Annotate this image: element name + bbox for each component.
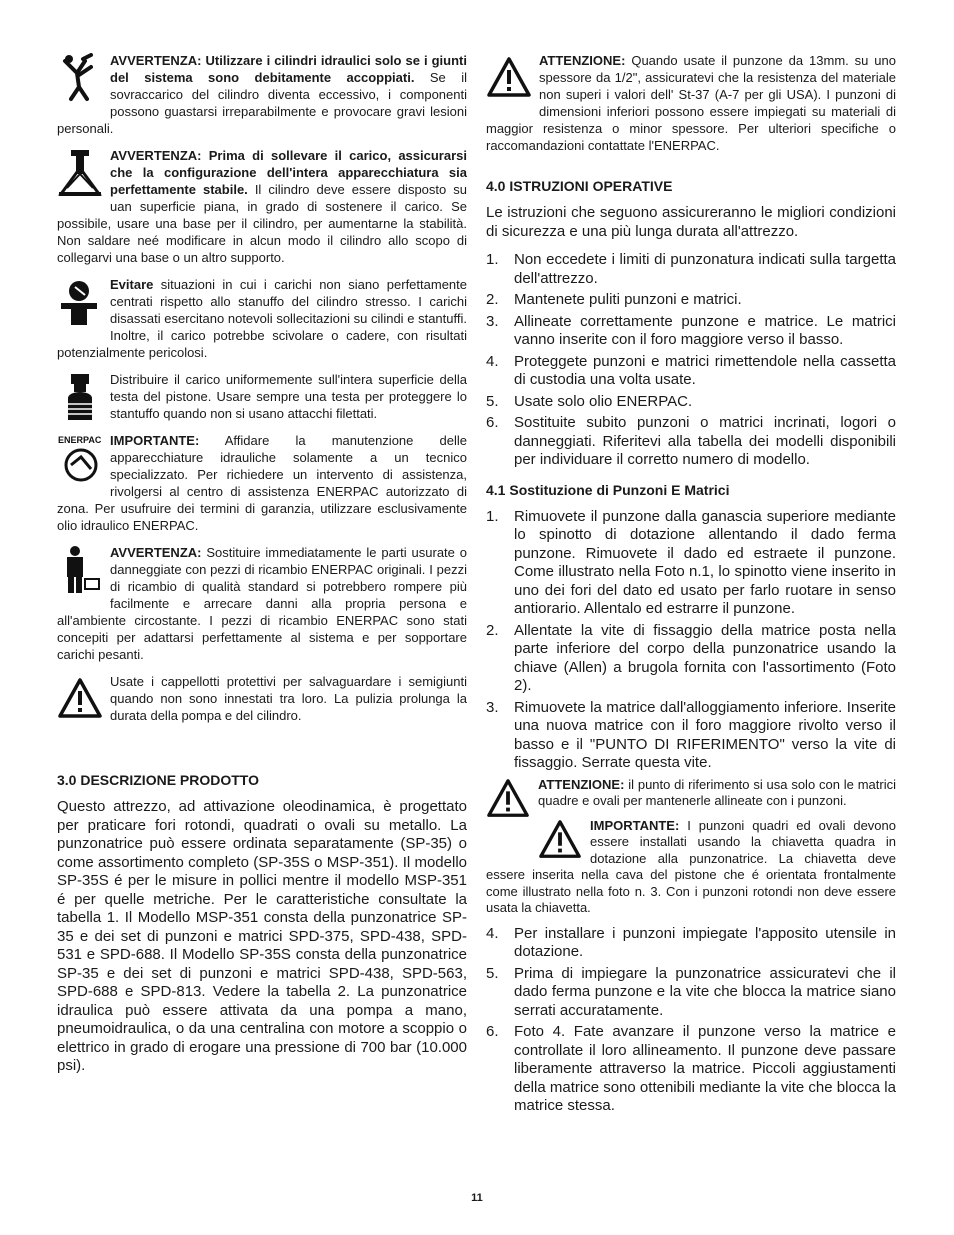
list-item: 6. Sostituite subito punzoni o matrici incrinati, logori o danneggiati. Riferitevi alla tabella dei modelli disponibili per individuare il corretto numero di modello. [486,414,896,468]
page-number: 11 [471,1192,483,1204]
list-item: 5. Usate solo olio ENERPAC. [486,392,693,410]
warning-triangle-icon [486,53,536,107]
section-4-1-list-b [486,925,896,1116]
attention-note-2: ATTENZIONE: il punto di riferimento si usa solo con le matrici quadre e ovali per mantenerle allineate con i punzoni. [486,777,896,810]
attention-note-1: ATTENZIONE: Quando usate il punzone da 13mm. su uno spessore da 1/2", assicuratevi che la resistenza del materiale non superi i valori dell' St-37 (A-7 per gli USA). I punzoni di dimensioni inferiori possono essere impiegati su materiali di maggior resistenza o minor spessore. Per ulteriori specifiche o raccomandazioni contattate l'ENERPAC. [486,53,896,153]
warning-block-2: AVVERTENZA: Prima di sollevare il carico, assicurarsi che la configurazione dell'intera apparecchiatura sia perfettamente stabile. Il cilindro deve essere disposto su uan superficie piana, in grado di sostenere il carico. Se possibile, usare una base per il cilindro, per aumentarne la stabilità. Non saldare neé modificare in alcun modo il cilindro allo scopo di collegarvi una base o un altro supporto. [57,148,468,265]
warning-triangle-icon [57,674,107,728]
unstable-load-icon [57,148,107,202]
technician-parts-icon [57,545,107,599]
list-item: 4. Proteggete punzoni e matrici rimettendole nella cassetta di custodia una volta usate. [486,352,896,388]
section-4-1-list-a [486,508,896,773]
section-3-title: 3.0 DESCRIZIONE PRODOTTO [57,772,259,788]
left-column [57,52,467,1086]
cylinder-saddle-icon [57,372,107,426]
section-4-title: 4.0 ISTRUZIONI OPERATIVE [486,178,673,194]
warning-block-3: Evitare situazioni in cui i carichi non siano perfettamente centrati rispetto allo stanuffo del cilindro stresso. I carichi disassati esercitano notevoli sollecitazioni su cilindi e stantuffi. Inoltre, il carico potrebbe scivolare o cadere, con risultati potenzialmente pericolosi. [57,277,467,360]
svg-text:ENERPAC: ENERPAC [58,435,102,445]
warning-triangle-icon [486,777,538,823]
right-column [486,52,896,1119]
section-4-1-title: 4.1 Sostituzione di Punzoni E Matrici [486,481,730,498]
section-4-list [486,251,896,470]
warning-block-1: AVVERTENZA: Utilizzare i cilindri idraulici solo se i giunti del sistema sono debitamente accoppiati. Se il sovraccarico del cilindro diventa eccessivo, i componenti possono guastarsi irreparabilmente e provocare gravi lesioni personali. [57,53,467,136]
section-3-text: Questo attrezzo, ad attivazione oleodinamica, è progettato per praticare fori rotondi, quadrati o ovali su metallo. La punzonatrice può essere ordinata separatamente (SP-35) o come assortimento completo (SP-35S o MSP-351). Il modello SP-35S é per le misure in pollici mentre il modello MSP-351 é per quelle metriche. Per le caratteristiche consultate la tabella 1. Il Modello MSP-351 consta della punzonatrice SP-35 e dei set di punzoni e matrici SPD-375, SPD-438, SPD-531 e SPD-688. Il Modello SP-35S consta della punzonatrice SP-35 e dei set di punzoni e matrici SPD-438, SPD-563, SPD-688 e SPD-813. Vedere la tabella 2. La punzonatrice idraulica può essere attivata da una pompa a mano, pneumoidraulica, o da una centralina con motore a scoppio o elettrico in grado di erogare una pressione di 700 bar (10.000 psi). [57,798,467,1074]
off-center-load-icon [57,277,107,331]
list-item: 6. Foto 4. Fate avanzare il punzone verso la matrice e controllate il loro allineamento. Il punzone deve passare liberamente attraverso la matrice. Piccoli aggiustamenti della matrice sono ottenibili mediante la vite che blocca la matrice stessa. [486,1023,896,1114]
list-item: 2. Mantenete puliti punzoni e matrici. [486,291,742,308]
person-hazard-icon [57,53,107,107]
list-item: 1. Non eccedete i limiti di punzonatura indicati sulla targetta dell'attrezzo. [486,251,896,287]
warning-block-6: AVVERTENZA: Sostituire immediatamente le parti usurate o danneggiate con pezzi di ricambio ENERPAC originali. I pezzi di ricambio di qualità standard si potrebbero rompere più facilmente e arrecare danni alla propria persona e all'ambiente circostante. I pezzi di ricambio ENERPAC sono stati concepiti per adattarsi perfettamente al sistema e per sopportare carichi pesanti. [57,545,467,662]
warning-triangle-icon [538,818,590,864]
warning-block-7: Usate i cappellotti protettivi per salvaguardare i semigiunti quando non sono innestati tra loro. La pulizia prolunga la durata della pompa e del cilindro. [57,673,467,724]
list-item: 1. Rimuovete il punzone dalla ganascia superiore mediante lo spinotto di dotazione allentando il dado ferma punzone. Rimuovete il dado ed estraete il punzone. Come illustrato nella Foto n.1, lo spinotto viene inserito in uno dei fori del dato ed usato per farlo ruotare in senso antiorario. Allentalo ed estrarre il punzone. [486,507,896,617]
list-item: 3. Allineate correttamente punzone e matrice. Le matrici vanno inserite con il foro maggiore verso il basso. [486,312,896,348]
list-item: 5. Prima di impiegare la punzonatrice assicuratevi che il dado ferma punzone e la vite che blocca la matrice siano serrati accuratamente. [486,964,896,1019]
list-item: 2. Allentate la vite di fissaggio della matrice posta nella parte inferiore del corpo della punzonatrice usando la chiave (Allen) a brugola fornita con l'assortimento (Foto 2). [486,621,896,694]
warning-block-5: ENERPAC IMPORTANTE: Affidare la manutenzione delle apparecchiature idrauliche solamente a un tecnico specializzato. Per richiedere un intervento di assistenza, rivolgersi al centro di assistenza ENERPAC autorizzato di zona. Per usufruire dei termini di garanzia, utilizzare esclusivamente olio idraulico ENERPAC. [57,433,467,533]
enerpac-service-icon [57,433,107,487]
section-4-intro: Le istruzioni che seguono assicureranno le migliori condizioni di sicurezza e una più lunga durata all'attrezzo. [486,204,896,240]
list-item: 3. Rimuovete la matrice dall'alloggiamento inferiore. Inserite una nuova matrice con il foro maggiore rivolto verso il basso e il "PUNTO DI RIFERIMENTO" verso la vite di fissaggio. Serrate questa vite. [486,698,896,771]
important-note: IMPORTANTE: I punzoni quadri ed ovali devono essere installati usando la chiavetta quadra in dotazione alla punzonatrice. La chiavetta deve essere inserita nella cava del pistone che é orientata frontalmente come illustrato nella foto n. 3. Con i punzoni rotondi non deve essere usata la chiavetta. [486,817,896,915]
warning-block-4: Distribuire il carico uniformemente sull'intera superficie della testa del pistone. Usare sempre una testa per proteggere lo stantuffo quando non si usano attacchi filettati. [57,371,467,422]
list-item: 4. Per installare i punzoni impiegate l'apposito utensile in dotazione. [486,924,896,960]
